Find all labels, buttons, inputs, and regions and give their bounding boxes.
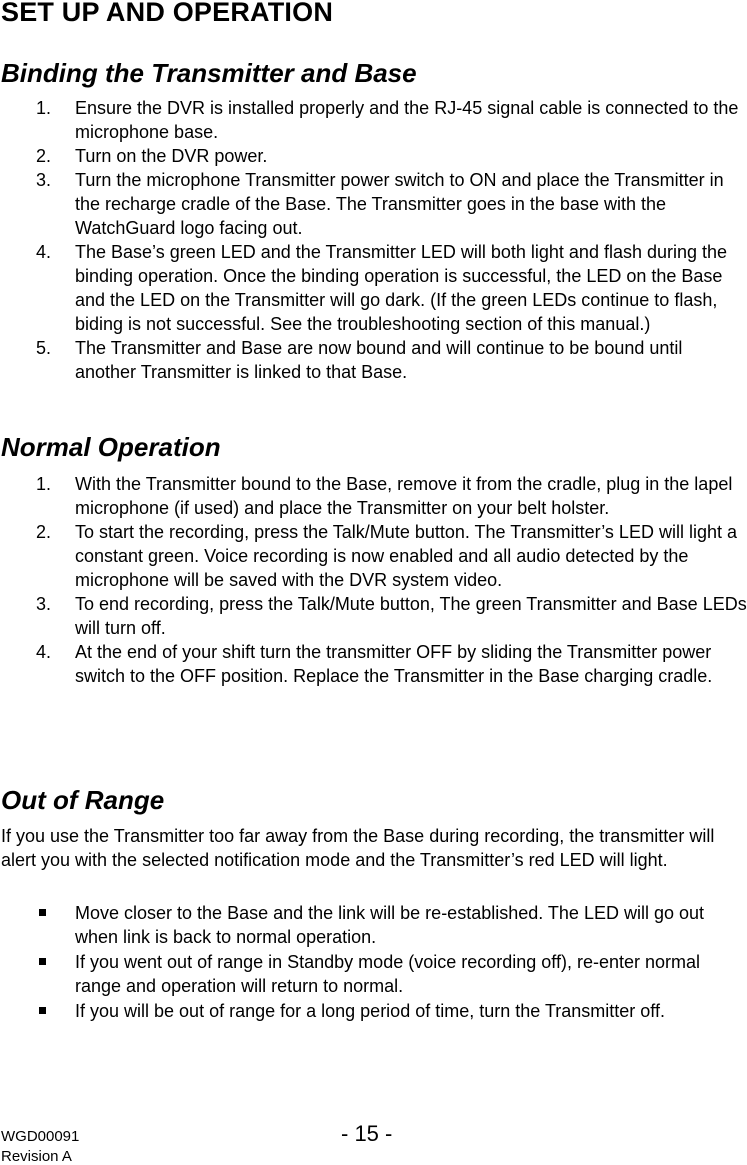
list-item <box>0 472 747 520</box>
bullet-item <box>0 950 747 998</box>
list-item <box>0 592 747 640</box>
square-bullet-icon <box>39 1007 46 1014</box>
item-number: 1. <box>36 98 52 118</box>
out-of-range-paragraph: If you use the Transmitter too far away from the Base during recording, the transmitter will alert you with the selected notification mode and the Transmitter’s red LED will light. <box>1 826 715 870</box>
item-text: The Transmitter and Base are now bound and will continue to be bound until another Transmitter is linked to that Base. <box>75 338 683 382</box>
item-text: At the end of your shift turn the transmitter OFF by sliding the Transmitter power switch to the OFF position. Replace the Transmitter in the Base charging cradle. <box>75 642 713 686</box>
out-of-range-bullets <box>0 901 747 1024</box>
item-text: Turn on the DVR power. <box>75 146 268 166</box>
item-number: 2. <box>36 146 52 166</box>
footer-revision: Revision A <box>1 1148 72 1165</box>
operation-steps <box>0 472 747 688</box>
section-heading-binding: Binding the Transmitter and Base <box>1 58 417 88</box>
list-item <box>0 144 747 168</box>
item-number: 5. <box>36 338 52 358</box>
bullet-item <box>0 901 747 949</box>
item-text: The Base’s green LED and the Transmitter LED will both light and flash during the binding operation. Once the binding operation is successful, the LED on the Base and the LED on the Transmitter will go dark. (If the green LEDs continue to flash, biding is not successful. See the troubleshooting section of this manual.) <box>75 242 728 334</box>
bullet-item <box>0 999 747 1023</box>
footer-doc-id: WGD00091 <box>1 1128 80 1145</box>
item-text: Turn the microphone Transmitter power switch to ON and place the Transmitter in the recharge cradle of the Base. The Transmitter goes in the base with the WatchGuard logo facing out. <box>75 170 724 238</box>
binding-steps <box>0 96 747 384</box>
item-number: 3. <box>36 594 52 614</box>
item-text: To end recording, press the Talk/Mute button, The green Transmitter and Base LEDs will turn off. <box>75 594 747 638</box>
square-bullet-icon <box>39 958 46 965</box>
bullet-text: Move closer to the Base and the link will be re-established. The LED will go out when link is back to normal operation. <box>75 903 704 947</box>
item-number: 2. <box>36 522 52 542</box>
list-item <box>0 240 747 336</box>
page-title: SET UP AND OPERATION <box>1 0 334 27</box>
bullet-text: If you will be out of range for a long period of time, turn the Transmitter off. <box>75 1001 665 1021</box>
list-item <box>0 336 747 384</box>
list-item <box>0 168 747 240</box>
item-number: 1. <box>36 474 52 494</box>
item-text: With the Transmitter bound to the Base, remove it from the cradle, plug in the lapel microphone (if used) and place the Transmitter on your belt holster. <box>75 474 733 518</box>
item-text: Ensure the DVR is installed properly and the RJ-45 signal cable is connected to the microphone base. <box>75 98 739 142</box>
page-number: - 15 - <box>341 1121 393 1146</box>
list-item <box>0 520 747 592</box>
square-bullet-icon <box>39 909 46 916</box>
section-heading-out-of-range: Out of Range <box>1 785 165 815</box>
item-number: 4. <box>36 642 52 662</box>
item-number: 3. <box>36 170 52 190</box>
list-item <box>0 96 747 144</box>
bullet-text: If you went out of range in Standby mode (voice recording off), re-enter normal range and operation will return to normal. <box>75 952 700 996</box>
item-text: To start the recording, press the Talk/Mute button. The Transmitter’s LED will light a constant green. Voice recording is now enabled and all audio detected by the microphone will be saved with the DVR system video. <box>75 522 737 590</box>
list-item <box>0 640 747 688</box>
section-heading-normal-operation: Normal Operation <box>1 432 221 462</box>
item-number: 4. <box>36 242 52 262</box>
